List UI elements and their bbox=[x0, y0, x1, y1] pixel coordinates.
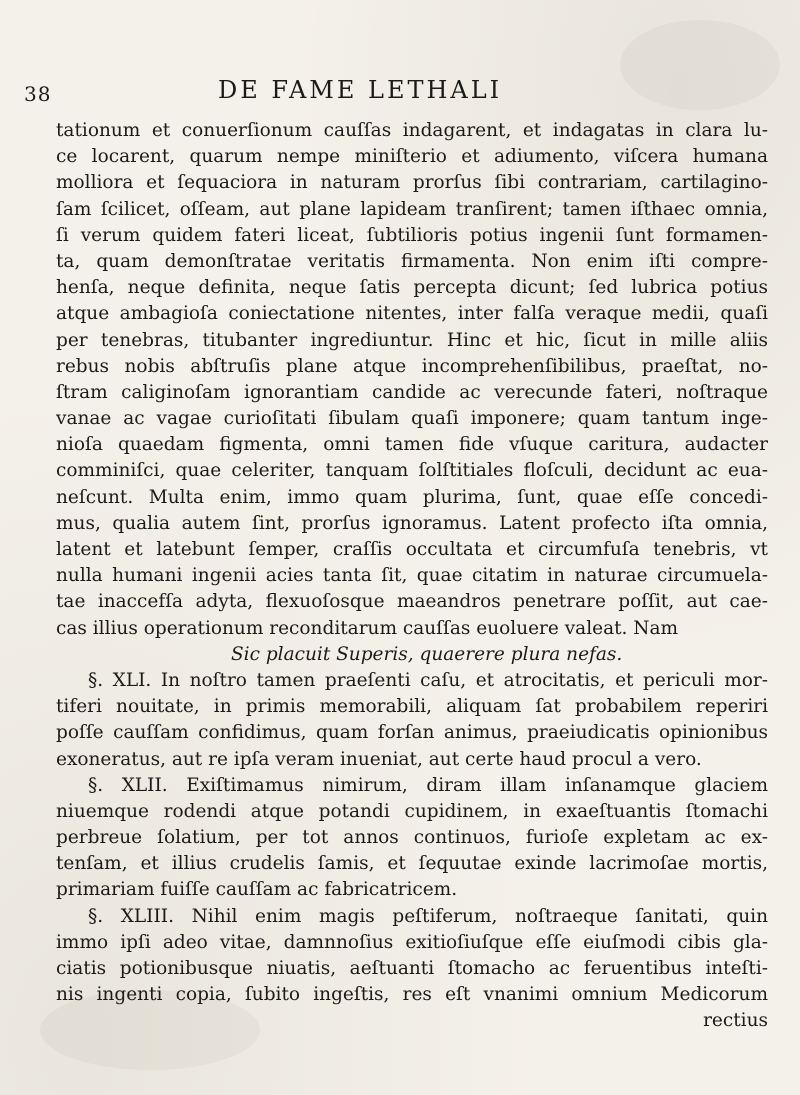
text-line: vanae ac vagae curioſitati ſibulam quaſi imponere; quam tantum inge- bbox=[56, 408, 768, 430]
text-line: ce locarent, quarum nempe miniſterio et adiumento, viſcera humana bbox=[56, 146, 768, 168]
text-line: §. XLIII. Nihil enim magis peſtiferum, noſtraeque ſanitati, quin bbox=[88, 905, 768, 927]
text-line: ta, quam demonſtratae veritatis firmamenta. Non enim iſti compre- bbox=[56, 250, 768, 272]
running-title: DE FAME LETHALI bbox=[218, 76, 503, 104]
text-line: mus, qualia autem ſint, prorſus ignoramus. Latent profecto iſta omnia, bbox=[56, 512, 768, 534]
body-text bbox=[56, 118, 768, 1035]
text-line: immo ipſi adeo vitae, damnnoſius exitioſiuſque eſſe eiuſmodi cibis gla- bbox=[56, 931, 768, 953]
catchword: rectius bbox=[703, 1010, 768, 1032]
text-line: per tenebras, titubanter ingrediuntur. Hinc et hic, ſicut in mille aliis bbox=[56, 329, 768, 351]
page-header bbox=[24, 76, 764, 110]
text-line: ſtram caliginoſam ignorantiam candide ac verecunde fateri, noſtraque bbox=[56, 381, 768, 403]
text-line: rebus nobis abſtruſis plane atque incomprehenſibilibus, praeſtat, no- bbox=[56, 355, 768, 377]
text-line: tiferi nouitate, in primis memorabili, aliquam ſat probabilem reperiri bbox=[56, 696, 768, 718]
text-line: comminiſci, quae celeriter, tanquam ſolſtitiales floſculi, decidunt ac eua- bbox=[56, 460, 768, 482]
text-line: neſcunt. Multa enim, immo quam plurima, ſunt, quae eſſe concedi- bbox=[56, 486, 768, 508]
text-line: niuemque rodendi atque potandi cupidinem, in exaeſtuantis ſtomachi bbox=[56, 800, 768, 822]
text-line: ſam ſcilicet, oſſeam, aut plane lapideam tranſirent; tamen iſthaec omnia, bbox=[56, 198, 768, 220]
text-line: henſa, neque definita, neque ſatis percepta dicunt; ſed lubrica potius bbox=[56, 277, 768, 299]
text-line: tationum et conuerſionum cauſſas indagarent, et indagatas in clara lu- bbox=[56, 120, 768, 141]
text-line: nioſa quaedam figmenta, omni tamen fide vſuque caritura, audacter bbox=[56, 434, 768, 456]
text-line: §. XLII. Exiſtimamus nimirum, diram illam inſanamque glaciem bbox=[88, 774, 768, 796]
text-line: latent et latebunt ſemper, craſſis occultata et circumfuſa tenebris, vt bbox=[56, 539, 768, 560]
text-line: perbreue ſolatium, per tot annos continuos, furioſe expletam ac ex- bbox=[56, 827, 768, 849]
text-line: atque ambagioſa coniectatione nitentes, inter falſa veraque medii, quaſi bbox=[56, 303, 768, 325]
page-number: 38 bbox=[24, 82, 52, 106]
text-line: molliora et ſequaciora in naturam prorſus ſibi contrariam, cartilagino- bbox=[56, 172, 768, 194]
text-line: nulla humani ingenii acies tanta ſit, quae citatim in naturae circumuela- bbox=[56, 565, 768, 587]
text-line: primariam fuiſſe cauſſam ac fabricatricem. bbox=[56, 879, 458, 901]
text-line: exoneratus, aut re ipſa veram inueniat, aut certe haud procul a vero. bbox=[56, 748, 702, 770]
text-line: §. XLI. In noſtro tamen praeſenti caſu, et atrocitatis, et periculi mor- bbox=[88, 669, 768, 691]
text-line: nis ingenti copia, ſubito ingeſtis, res eſt vnanimi omnium Medicorum bbox=[56, 984, 768, 1006]
text-line: tae inaccefſa adyta, flexuoſosque maeandros penetrare poſſit, aut cae- bbox=[56, 591, 768, 613]
verse-line: Sic placuit Superis, quaerere plura nefas. bbox=[231, 643, 623, 665]
text-line: poſſe cauſſam confidimus, quam forſan animus, praeiudicatis opinionibus bbox=[56, 722, 768, 744]
text-line: ciatis potionibusque niuatis, aeſtuanti ſtomacho ac feruentibus inteſti- bbox=[56, 958, 768, 979]
text-line: tenſam, et illius crudelis ſamis, et ſequutae exinde lacrimoſae mortis, bbox=[56, 853, 768, 875]
text-line: cas illius operationum reconditarum cauſſas euoluere valeat. Nam bbox=[56, 617, 679, 639]
text-line: ſi verum quidem fateri liceat, ſubtilioris potius ingenii ſunt formamen- bbox=[56, 224, 768, 246]
